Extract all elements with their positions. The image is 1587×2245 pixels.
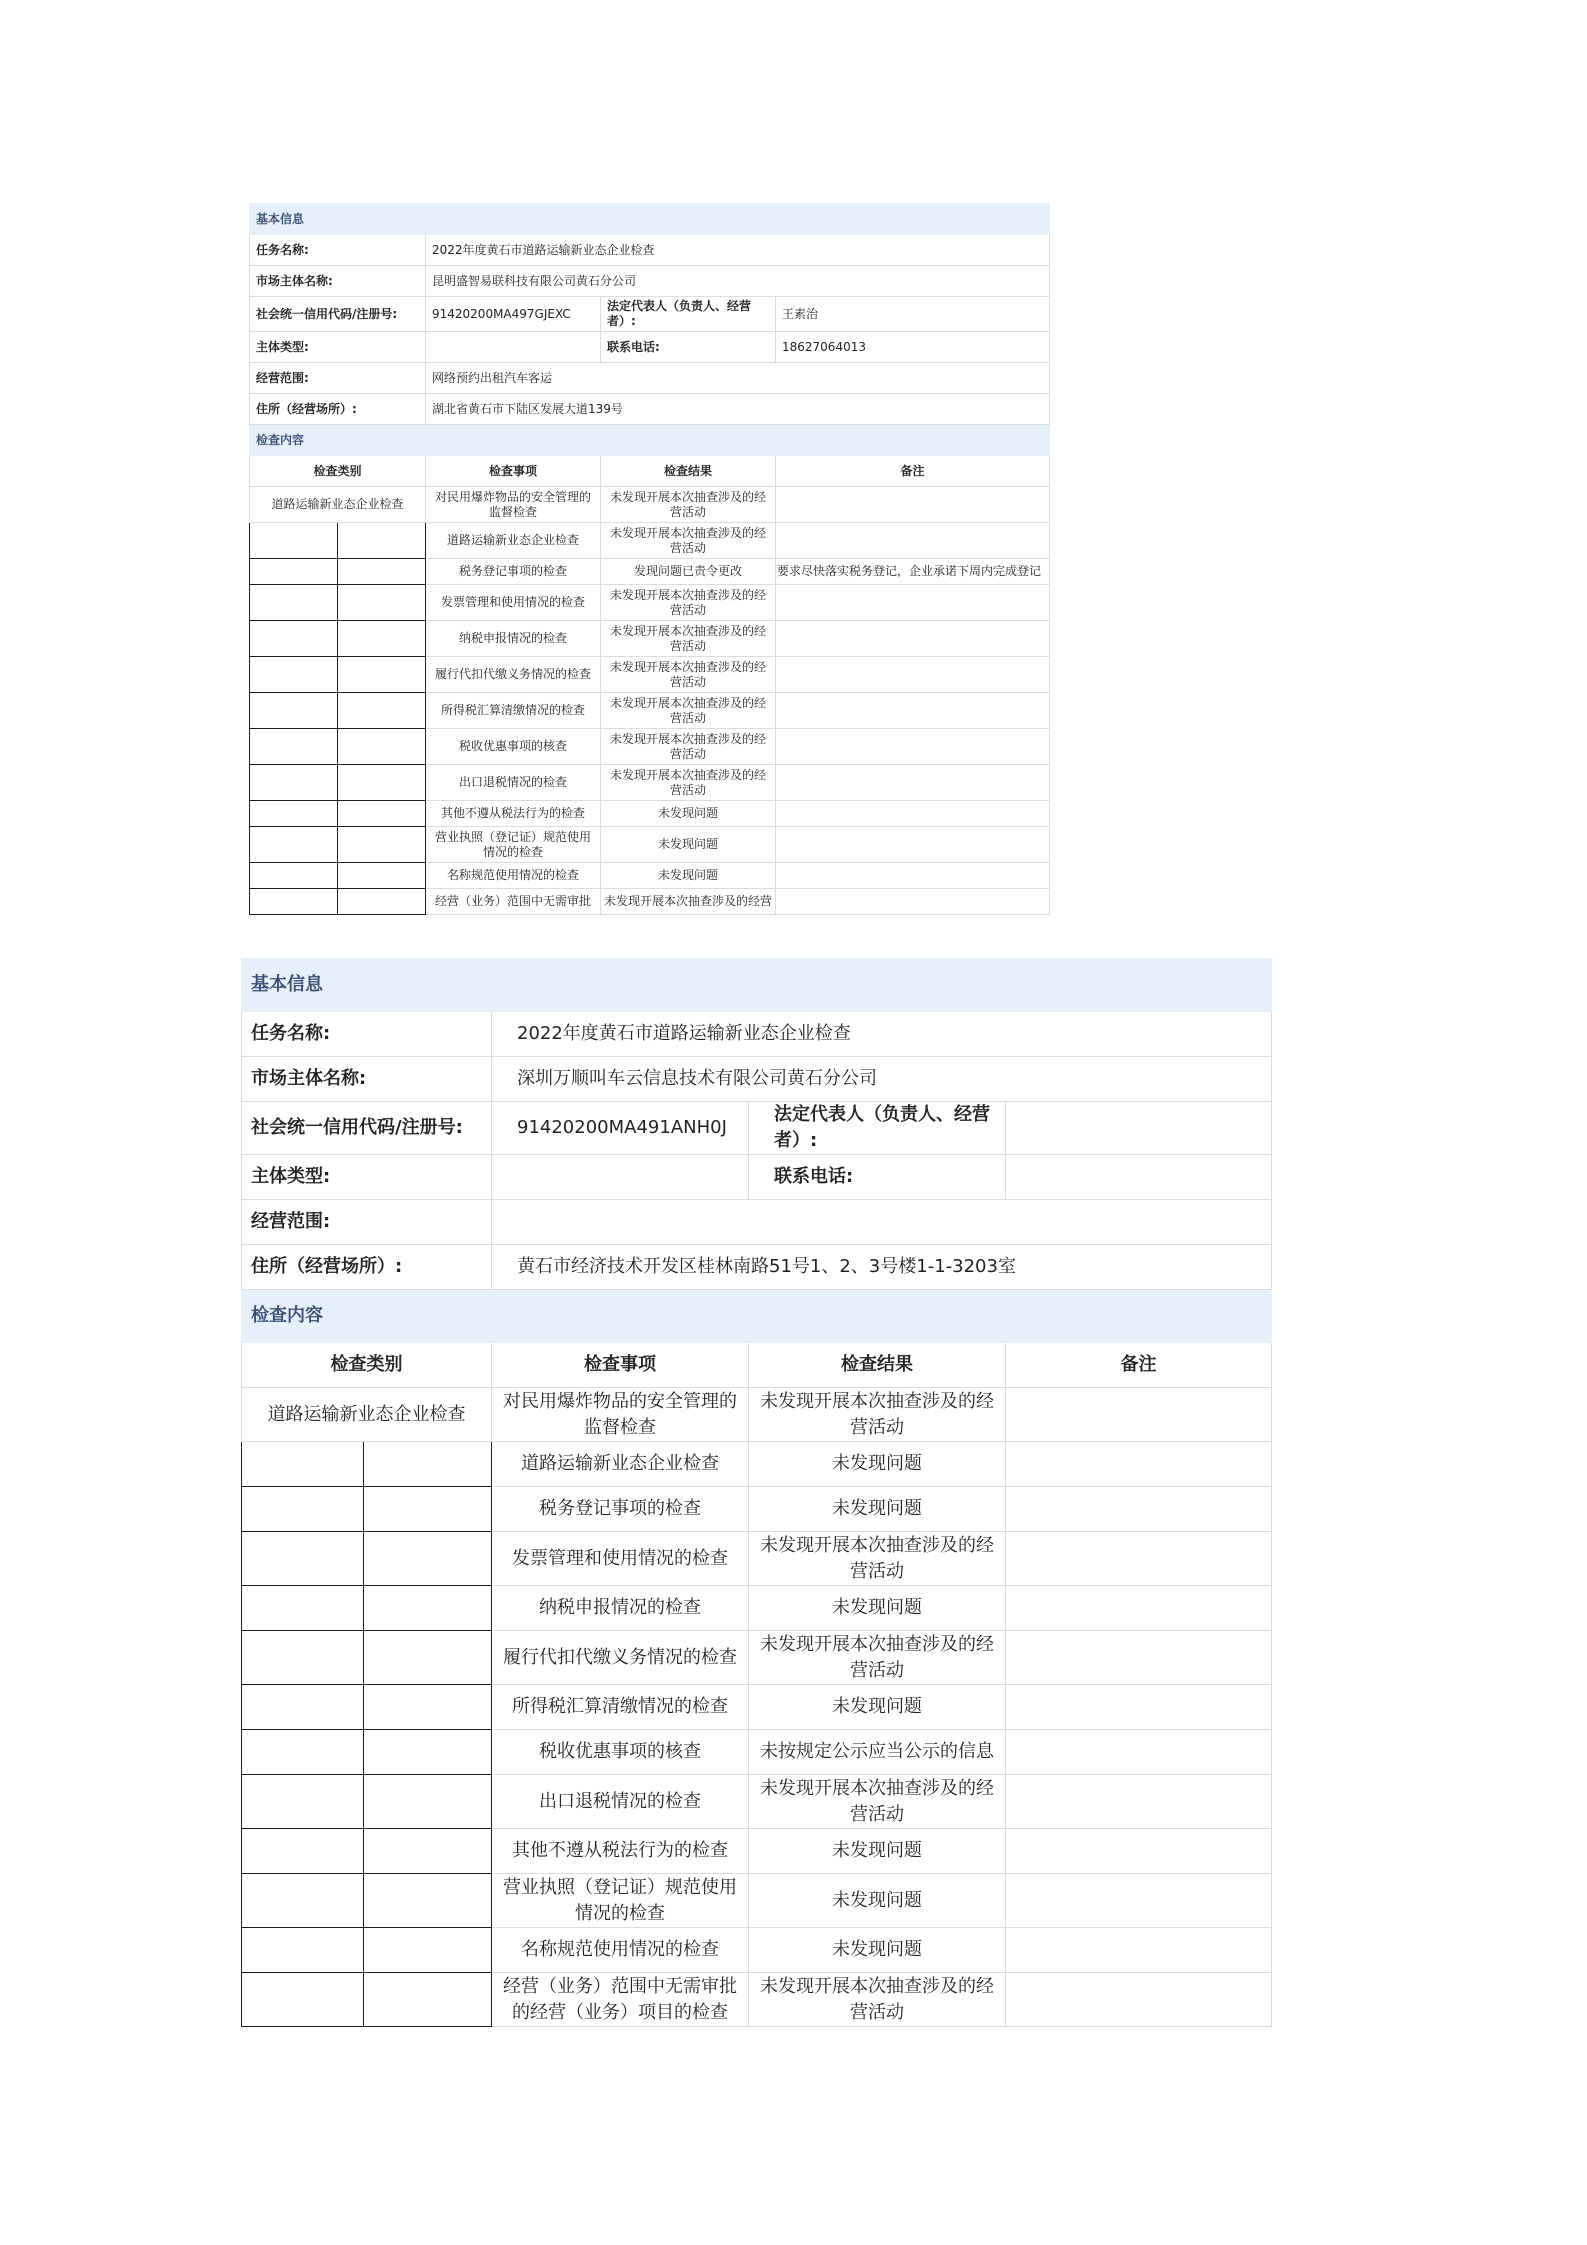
form2-legal-rep-label: 法定代表人（负责人、经营者）:	[749, 1102, 1006, 1155]
table-row	[250, 827, 1050, 863]
form1-row-item: 纳税申报情况的检查	[426, 621, 601, 657]
form2-task-name-label: 任务名称:	[242, 1012, 492, 1057]
form1-phone-label: 联系电话:	[601, 332, 776, 363]
form2-row-item: 纳税申报情况的检查	[492, 1586, 749, 1631]
form1-row-note: 要求尽快落实税务登记，企业承诺下周内完成登记	[776, 559, 1050, 585]
split-cell	[364, 1586, 492, 1631]
split-cell	[338, 889, 426, 915]
table-row	[250, 523, 1050, 559]
table-row	[250, 585, 1050, 621]
form2-row-result: 未发现开展本次抽查涉及的经营活动	[749, 1631, 1006, 1685]
split-cell	[364, 1487, 492, 1532]
form1-row-item: 名称规范使用情况的检查	[426, 863, 601, 889]
table-row	[250, 657, 1050, 693]
inspection-form-2	[241, 958, 1157, 2036]
split-cell	[242, 1631, 364, 1685]
form1-row-note	[776, 889, 1050, 915]
table-row	[250, 487, 1050, 523]
split-cell	[242, 1532, 364, 1586]
form1-row-result: 未发现问题	[601, 827, 776, 863]
form1-row-result: 未发现问题	[601, 801, 776, 827]
form2-row-item: 营业执照（登记证）规范使用情况的检查	[492, 1874, 749, 1928]
split-cell	[364, 1973, 492, 2027]
form1-address-label: 住所（经营场所）:	[250, 394, 426, 425]
form2-row-note	[1006, 1874, 1272, 1928]
form2-row-result: 未发现问题	[749, 1685, 1006, 1730]
form1-row-note	[776, 657, 1050, 693]
form2-row-note	[1006, 1775, 1272, 1829]
form1-task-name: 2022年度黄石市道路运输新业态企业检查	[426, 235, 1050, 266]
form1-row-item: 履行代扣代缴义务情况的检查	[426, 657, 601, 693]
form2-address-label: 住所（经营场所）:	[242, 1245, 492, 1290]
split-cell	[250, 559, 338, 585]
form2-section-inspection: 检查内容	[242, 1290, 1272, 1343]
form2-row-note	[1006, 1631, 1272, 1685]
form2-row-result: 未发现开展本次抽查涉及的经营活动	[749, 1973, 1006, 2027]
form1-row-note	[776, 693, 1050, 729]
form1-row-note	[776, 729, 1050, 765]
split-cell	[250, 827, 338, 863]
split-cell	[338, 827, 426, 863]
table-row	[242, 1874, 1272, 1928]
form1-row-item: 税收优惠事项的核查	[426, 729, 601, 765]
split-cell	[338, 585, 426, 621]
split-cell	[250, 621, 338, 657]
split-cell	[242, 1586, 364, 1631]
form2-row-item: 对民用爆炸物品的安全管理的监督检查	[492, 1388, 749, 1442]
split-cell	[242, 1973, 364, 2027]
split-cell	[364, 1730, 492, 1775]
split-cell	[364, 1442, 492, 1487]
form1-section-inspection: 检查内容	[250, 425, 1050, 456]
form2-row-result: 未发现开展本次抽查涉及的经营活动	[749, 1388, 1006, 1442]
form2-col-result: 检查结果	[749, 1343, 1006, 1388]
form2-legal-rep	[1006, 1102, 1272, 1155]
form2-row-note	[1006, 1532, 1272, 1586]
form2-row-result: 未发现开展本次抽查涉及的经营活动	[749, 1532, 1006, 1586]
form1-credit-code-label: 社会统一信用代码/注册号:	[250, 297, 426, 332]
split-cell	[338, 729, 426, 765]
form1-entity-label: 市场主体名称:	[250, 266, 426, 297]
form1-row-note	[776, 827, 1050, 863]
table-row	[242, 1928, 1272, 1973]
split-cell	[338, 523, 426, 559]
form2-row-item: 税务登记事项的检查	[492, 1487, 749, 1532]
form2-address: 黄石市经济技术开发区桂林南路51号1、2、3号楼1-1-3203室	[492, 1245, 1272, 1290]
split-cell	[250, 765, 338, 801]
table-row	[250, 621, 1050, 657]
split-cell	[250, 585, 338, 621]
split-cell	[250, 863, 338, 889]
form1-address: 湖北省黄石市下陆区发展大道139号	[426, 394, 1050, 425]
table-row	[242, 1685, 1272, 1730]
split-cell	[242, 1829, 364, 1874]
form1-entity: 昆明盛智易联科技有限公司黄石分公司	[426, 266, 1050, 297]
split-cell	[364, 1532, 492, 1586]
form2-row-result: 未发现开展本次抽查涉及的经营活动	[749, 1775, 1006, 1829]
form1-credit-code: 91420200MA497GJEXC	[426, 297, 601, 332]
form1-row-item: 道路运输新业态企业检查	[426, 523, 601, 559]
form2-section-basic: 基本信息	[242, 959, 1272, 1012]
table-row	[250, 729, 1050, 765]
table-row	[242, 1586, 1272, 1631]
form1-row-result: 未发现开展本次抽查涉及的经营活动	[601, 523, 776, 559]
split-cell	[242, 1730, 364, 1775]
form1-row-result: 未发现问题	[601, 863, 776, 889]
form1-row-item: 经营（业务）范围中无需审批	[426, 889, 601, 915]
form1-row-note	[776, 487, 1050, 523]
table-row	[242, 1775, 1272, 1829]
table-row	[250, 559, 1050, 585]
form1-row-result: 未发现开展本次抽查涉及的经营活动	[601, 693, 776, 729]
form1-scope-label: 经营范围:	[250, 363, 426, 394]
form2-credit-code-label: 社会统一信用代码/注册号:	[242, 1102, 492, 1155]
form2-row-result: 未发现问题	[749, 1487, 1006, 1532]
table-row	[242, 1730, 1272, 1775]
form2-row-result: 未发现问题	[749, 1586, 1006, 1631]
form2-row-result: 未按规定公示应当公示的信息	[749, 1730, 1006, 1775]
form1-row-result: 未发现开展本次抽查涉及的经营活动	[601, 657, 776, 693]
form1-row-item: 出口退税情况的检查	[426, 765, 601, 801]
form1-row-item: 其他不遵从税法行为的检查	[426, 801, 601, 827]
form2-row-note	[1006, 1487, 1272, 1532]
form2-row-result: 未发现问题	[749, 1874, 1006, 1928]
form2-row-note	[1006, 1730, 1272, 1775]
form1-legal-rep: 王素治	[776, 297, 1050, 332]
form1-row-note	[776, 863, 1050, 889]
form2-task-name: 2022年度黄石市道路运输新业态企业检查	[492, 1012, 1272, 1057]
table-row	[242, 1532, 1272, 1586]
form2-table	[241, 958, 1272, 2027]
split-cell	[242, 1487, 364, 1532]
form1-row-item: 税务登记事项的检查	[426, 559, 601, 585]
form2-entity-type	[492, 1155, 749, 1200]
form2-row-item: 发票管理和使用情况的检查	[492, 1532, 749, 1586]
form1-row-result: 未发现开展本次抽查涉及的经营活动	[601, 765, 776, 801]
form1-col-result: 检查结果	[601, 456, 776, 487]
form2-row-item: 出口退税情况的检查	[492, 1775, 749, 1829]
table-row	[242, 1442, 1272, 1487]
form1-legal-rep-label: 法定代表人（负责人、经营者）:	[601, 297, 776, 332]
split-cell	[250, 693, 338, 729]
form2-row-item: 所得税汇算清缴情况的检查	[492, 1685, 749, 1730]
form2-row-note	[1006, 1928, 1272, 1973]
form1-row-item: 对民用爆炸物品的安全管理的监督检查	[426, 487, 601, 523]
form2-row-item: 名称规范使用情况的检查	[492, 1928, 749, 1973]
form2-credit-code: 91420200MA491ANH0J	[492, 1102, 749, 1155]
split-cell	[364, 1928, 492, 1973]
split-cell	[364, 1631, 492, 1685]
form2-row-result: 未发现问题	[749, 1928, 1006, 1973]
split-cell	[242, 1775, 364, 1829]
form1-row-result: 未发现开展本次抽查涉及的经营活动	[601, 621, 776, 657]
form2-category: 道路运输新业态企业检查	[242, 1388, 492, 1442]
form2-entity-type-label: 主体类型:	[242, 1155, 492, 1200]
form2-col-item: 检查事项	[492, 1343, 749, 1388]
form1-category: 道路运输新业态企业检查	[250, 487, 426, 523]
table-row	[250, 889, 1050, 915]
split-cell	[250, 657, 338, 693]
form1-phone: 18627064013	[776, 332, 1050, 363]
form1-row-item: 所得税汇算清缴情况的检查	[426, 693, 601, 729]
form1-row-note	[776, 621, 1050, 657]
split-cell	[338, 657, 426, 693]
form2-row-item: 经营（业务）范围中无需审批的经营（业务）项目的检查	[492, 1973, 749, 2027]
split-cell	[338, 863, 426, 889]
form1-row-result: 未发现开展本次抽查涉及的经营活动	[601, 729, 776, 765]
form2-row-note	[1006, 1388, 1272, 1442]
form1-row-result: 未发现开展本次抽查涉及的经营	[601, 889, 776, 915]
inspection-form-1	[249, 203, 1049, 935]
form2-col-note: 备注	[1006, 1343, 1272, 1388]
form1-scope: 网络预约出租汽车客运	[426, 363, 1050, 394]
split-cell	[250, 801, 338, 827]
form2-scope-label: 经营范围:	[242, 1200, 492, 1245]
form2-row-note	[1006, 1586, 1272, 1631]
split-cell	[364, 1685, 492, 1730]
split-cell	[338, 765, 426, 801]
split-cell	[250, 523, 338, 559]
form2-row-item: 税收优惠事项的核查	[492, 1730, 749, 1775]
form1-col-category: 检查类别	[250, 456, 426, 487]
split-cell	[338, 621, 426, 657]
table-row	[250, 765, 1050, 801]
form1-row-note	[776, 765, 1050, 801]
form2-phone-label: 联系电话:	[749, 1155, 1006, 1200]
form2-entity: 深圳万顺叫车云信息技术有限公司黄石分公司	[492, 1057, 1272, 1102]
split-cell	[242, 1685, 364, 1730]
form2-col-category: 检查类别	[242, 1343, 492, 1388]
split-cell	[242, 1442, 364, 1487]
form2-row-note	[1006, 1685, 1272, 1730]
form2-row-item: 道路运输新业态企业检查	[492, 1442, 749, 1487]
form1-row-item: 发票管理和使用情况的检查	[426, 585, 601, 621]
form2-phone	[1006, 1155, 1272, 1200]
form1-row-note	[776, 801, 1050, 827]
form2-row-item: 履行代扣代缴义务情况的检查	[492, 1631, 749, 1685]
split-cell	[364, 1775, 492, 1829]
table-row	[242, 1487, 1272, 1532]
split-cell	[364, 1874, 492, 1928]
form1-entity-type	[426, 332, 601, 363]
table-row	[242, 1973, 1272, 2027]
form1-row-note	[776, 585, 1050, 621]
form2-row-result: 未发现问题	[749, 1442, 1006, 1487]
form2-row-note	[1006, 1829, 1272, 1874]
form2-row-note	[1006, 1442, 1272, 1487]
split-cell	[250, 729, 338, 765]
form1-row-item: 营业执照（登记证）规范使用情况的检查	[426, 827, 601, 863]
form2-scope	[492, 1200, 1272, 1245]
split-cell	[338, 559, 426, 585]
table-row	[250, 693, 1050, 729]
form1-row-result: 未发现开展本次抽查涉及的经营活动	[601, 487, 776, 523]
split-cell	[250, 889, 338, 915]
form1-table	[249, 203, 1050, 915]
form2-row-note	[1006, 1973, 1272, 2027]
form1-section-basic: 基本信息	[250, 204, 1050, 235]
split-cell	[242, 1874, 364, 1928]
table-row	[250, 863, 1050, 889]
form1-col-item: 检查事项	[426, 456, 601, 487]
form1-row-note	[776, 523, 1050, 559]
form2-row-result: 未发现问题	[749, 1829, 1006, 1874]
form1-entity-type-label: 主体类型:	[250, 332, 426, 363]
form2-row-item: 其他不遵从税法行为的检查	[492, 1829, 749, 1874]
split-cell	[338, 801, 426, 827]
split-cell	[364, 1829, 492, 1874]
form2-entity-label: 市场主体名称:	[242, 1057, 492, 1102]
split-cell	[338, 693, 426, 729]
form1-task-name-label: 任务名称:	[250, 235, 426, 266]
form1-row-result: 发现问题已责令更改	[601, 559, 776, 585]
table-row	[242, 1388, 1272, 1442]
form1-col-note: 备注	[776, 456, 1050, 487]
split-cell	[242, 1928, 364, 1973]
form1-row-result: 未发现开展本次抽查涉及的经营活动	[601, 585, 776, 621]
table-row	[242, 1829, 1272, 1874]
table-row	[242, 1631, 1272, 1685]
table-row	[250, 801, 1050, 827]
